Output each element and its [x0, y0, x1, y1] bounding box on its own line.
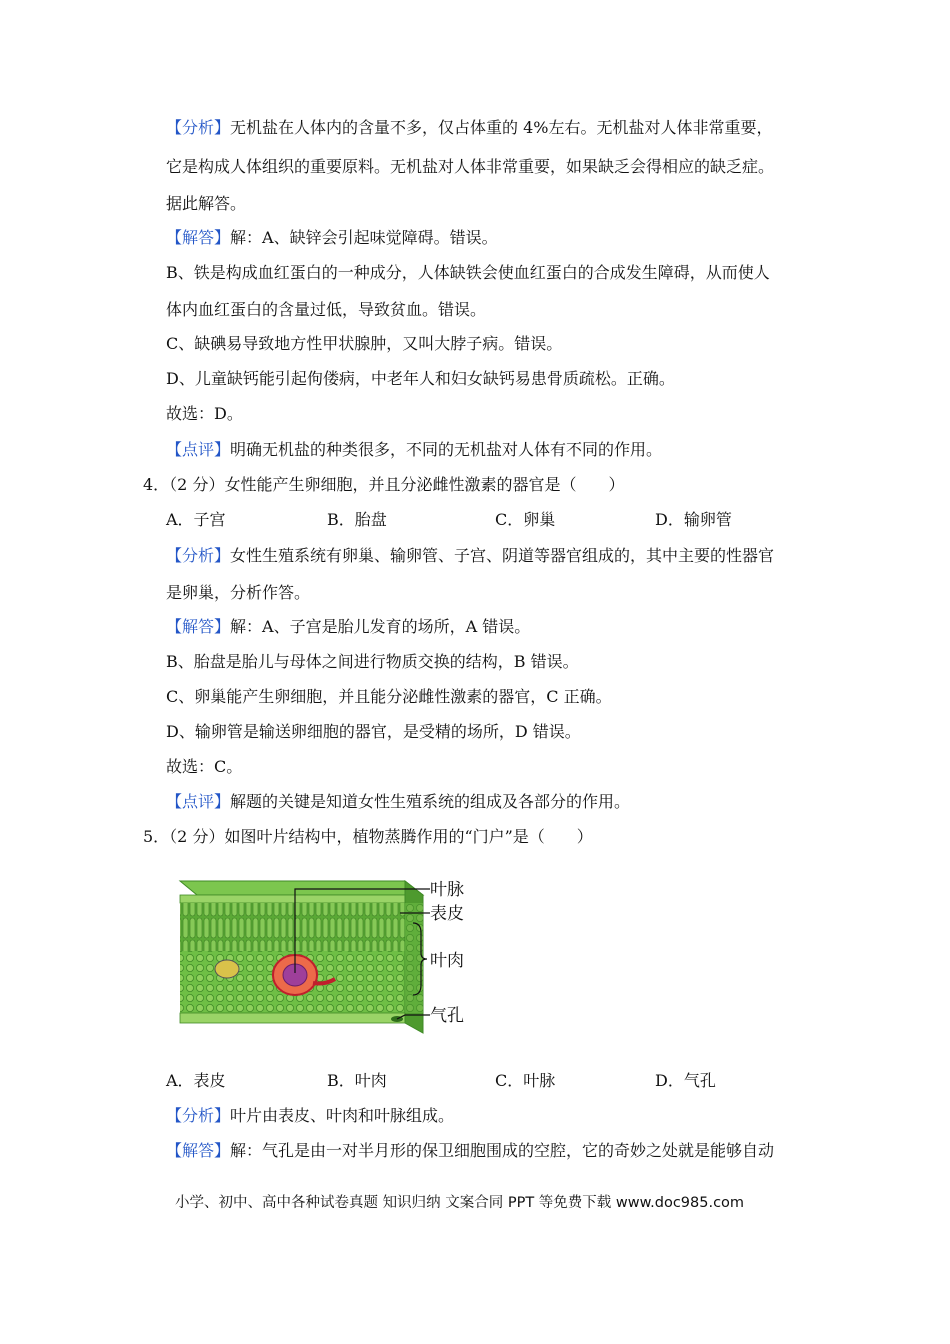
label-epidermis: 表皮: [430, 904, 464, 924]
label-mesophyll: 叶肉: [430, 951, 464, 971]
q4-option-a[interactable]: A．子宫: [166, 510, 226, 529]
q4-answer-line-1: 【解答】解：A、子宫是胎儿发育的场所，A 错误。: [166, 617, 531, 636]
q3-answer-line-1: 【解答】解：A、缺锌会引起味觉障碍。错误。: [166, 228, 498, 247]
palisade-layer: [180, 903, 405, 951]
q3-answer-line-2: B、铁是构成血红蛋白的一种成分，人体缺铁会使血红蛋白的合成发生障碍，从而使人: [166, 263, 770, 282]
q5-stem: 5．（2 分）如图叶片结构中，植物蒸腾作用的“门户”是（ ）: [143, 827, 593, 846]
q4-answer-line-3: C、卵巢能产生卵细胞，并且能分泌雌性激素的器官，C 正确。: [166, 687, 612, 706]
q3-analysis-line-3: 据此解答。: [166, 194, 247, 213]
q4-answer-line-5: 故选：C。: [166, 757, 243, 776]
page-footer: 小学、初中、高中各种试卷真题 知识归纳 文案合同 PPT 等免费下载 www.doc985.com: [175, 1195, 745, 1211]
q3-comment: 【点评】明确无机盐的种类很多，不同的无机盐对人体有不同的作用。: [166, 440, 663, 459]
analysis-tag: 【分析】: [166, 546, 231, 565]
q5-option-d[interactable]: D．气孔: [655, 1071, 716, 1090]
side-vein: [215, 960, 239, 978]
lower-epidermis: [180, 1013, 405, 1023]
leaf-cross-section-diagram: [175, 873, 465, 1053]
q4-option-d[interactable]: D．输卵管: [655, 510, 732, 529]
q4-stem: 4．（2 分）女性能产生卵细胞，并且分泌雌性激素的器官是（ ）: [143, 475, 625, 494]
answer-tag: 【解答】: [166, 1141, 231, 1160]
label-vein: 叶脉: [430, 880, 464, 900]
q5-option-a[interactable]: A．表皮: [166, 1071, 226, 1090]
comment-tag: 【点评】: [166, 792, 231, 811]
q4-answer-line-4: D、输卵管是输送卵细胞的器官，是受精的场所，D 错误。: [166, 722, 581, 741]
upper-epidermis: [180, 895, 405, 903]
analysis-tag: 【分析】: [166, 118, 231, 137]
q4-analysis-line-1: 【分析】女性生殖系统有卵巢、输卵管、子宫、阴道等器官组成的，其中主要的性器官: [166, 546, 775, 565]
q3-answer-line-5: D、儿童缺钙能引起佝偻病，中老年人和妇女缺钙易患骨质疏松。正确。: [166, 369, 675, 388]
leaf-top-face: [180, 881, 423, 895]
q3-answer-line-6: 故选：D。: [166, 404, 243, 423]
q3-answer-line-3: 体内血红蛋白的含量过低，导致贫血。错误。: [166, 300, 487, 319]
label-stoma: 气孔: [430, 1006, 464, 1026]
answer-tag: 【解答】: [166, 228, 231, 247]
analysis-tag: 【分析】: [166, 1106, 231, 1125]
q5-analysis: 【分析】叶片由表皮、叶肉和叶脉组成。: [166, 1106, 455, 1125]
q3-analysis-line-1: 【分析】无机盐在人体内的含量不多，仅占体重的 4%左右。无机盐对人体非常重要，: [166, 118, 773, 137]
leaf-structure-figure: [175, 873, 465, 1053]
q3-answer-line-4: C、缺碘易导致地方性甲状腺肿，又叫大脖子病。错误。: [166, 334, 563, 353]
q3-analysis-line-2: 它是构成人体组织的重要原料。无机盐对人体非常重要，如果缺乏会得相应的缺乏症。: [166, 157, 775, 176]
comment-tag: 【点评】: [166, 440, 231, 459]
answer-tag: 【解答】: [166, 617, 231, 636]
q5-answer-line-1: 【解答】解：气孔是由一对半月形的保卫细胞围成的空腔，它的奇妙之处就是能够自动: [166, 1141, 775, 1160]
q4-analysis-line-2: 是卵巢，分析作答。: [166, 583, 311, 602]
q5-option-c[interactable]: C．叶脉: [495, 1071, 556, 1090]
q4-option-b[interactable]: B．胎盘: [327, 510, 387, 529]
q4-comment: 【点评】解题的关键是知道女性生殖系统的组成及各部分的作用。: [166, 792, 631, 811]
q5-option-b[interactable]: B．叶肉: [327, 1071, 387, 1090]
q4-answer-line-2: B、胎盘是胎儿与母体之间进行物质交换的结构，B 错误。: [166, 652, 579, 671]
q4-option-c[interactable]: C．卵巢: [495, 510, 556, 529]
